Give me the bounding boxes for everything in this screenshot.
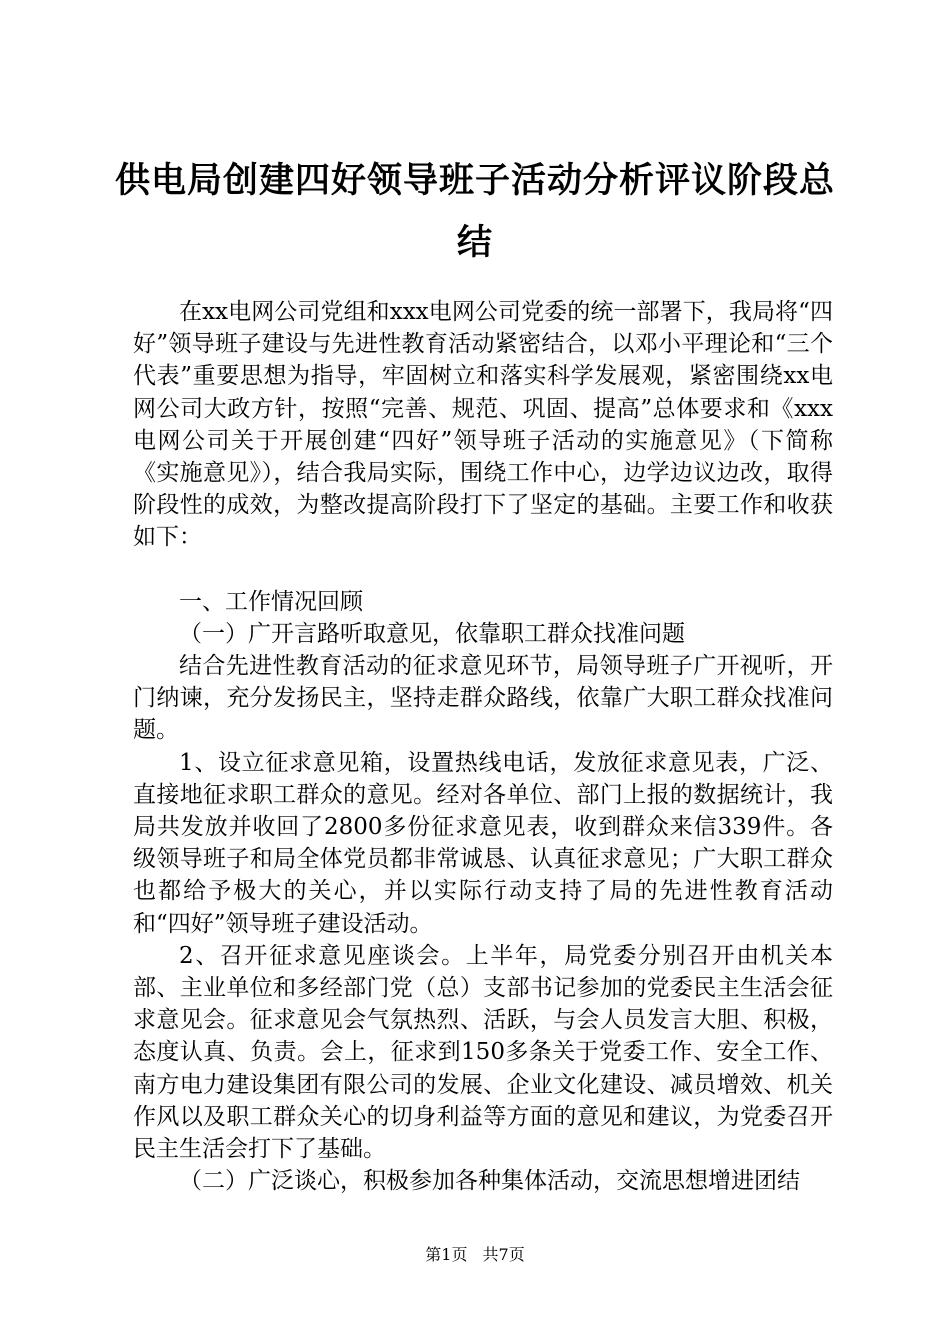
title-line-1: 供电局创建四好领导班子活动分析评议阶段总 [114,160,835,201]
page-footer [0,1245,950,1265]
document-body [133,296,833,1197]
item-2-paragraph: 2、召开征求意见座谈会。上半年，局党委分别召开由机关本部、主业单位和多经部门党（总）支部书记参加的党委民主生活会征求意见会。征求意见会气氛热烈、活跃，与会人员发言大胆、积极，态度认真、负责。会上，征求到150多条关于党委工作、安全工作、南方电力建设集团有限公司的发展、企业文化建设、减员增效、机关作风以及职工群众关心的切身利益等方面的意见和建议，为党委召开民主生活会打下了基础。 [133,942,833,1163]
page-number: 第1页 [425,1245,468,1264]
item-1-paragraph: 1、设立征求意见箱，设置热线电话，发放征求意见表，广泛、直接地征求职工群众的意见。经对各单位、部门上报的数据统计，我局共发放并收回了2800多份征求意见表，收到群众来信339件。各级领导班子和局全体党员都非常诚恳、认真征求意见；广大职工群众也都给予极大的关心，并以实际行动支持了局的先进性教育活动和“四好”领导班子建设活动。 [133,749,833,937]
subsection-heading-1: （一）广开言路听取意见，依靠职工群众找准问题 [179,620,685,647]
subsection-heading-2: （二）广泛谈心，积极参加各种集体活动，交流思想增进团结 [179,1168,800,1195]
subsection-1-body: 结合先进性教育活动的征求意见环节，局领导班子广开视听，开门纳谏，充分发扬民主，坚持走群众路线，依靠广大职工群众找准问题。 [133,653,833,744]
page-total: 共7页 [482,1245,525,1264]
section-heading-work-review: 一、工作情况回顾 [179,588,363,615]
title-line-2: 结 [456,222,493,263]
intro-paragraph: 在xx电网公司党组和xxx电网公司党委的统一部署下，我局将“四好”领导班子建设与先进性教育活动紧密结合，以邓小平理论和“三个代表”重要思想为指导，牢固树立和落实科学发展观，紧密围绕xx电网公司大政方针，按照“完善、规范、巩固、提高”总体要求和《xxx电网公司关于开展创建“四好”领导班子活动的实施意见》（下简称《实施意见》），结合我局实际，围绕工作中心，边学边议边改，取得阶段性的成效，为整改提高阶段打下了坚定的基础。主要工作和收获如下： [133,299,833,551]
